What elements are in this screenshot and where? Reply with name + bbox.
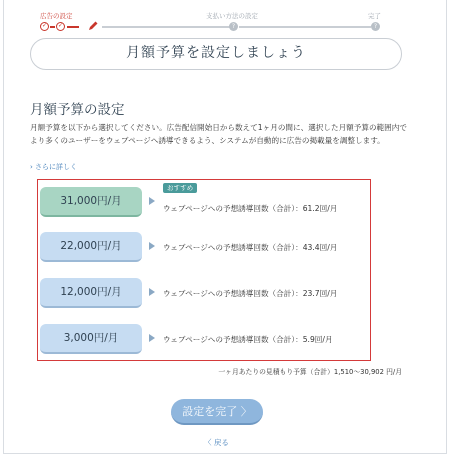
plan-forecast-text: ウェブページへの予想誘導回数（合計）：61.2回/月: [163, 204, 338, 213]
budget-plan-list: [37, 179, 371, 361]
step-connector: [102, 26, 230, 28]
plan-option: [38, 232, 370, 262]
step-connector: [67, 26, 79, 28]
section-description: 月額予算を以下から選択してください。広告配信開始日から数えて1ヶ月の間に、選択した月額予算の範囲内でより多くのユーザーをウェブページへ誘導できるよう、システムが自動的に広告の掲載量を調整します。: [30, 123, 407, 145]
plan-3000-button[interactable]: 3,000円/月: [40, 324, 142, 354]
plan-12000-button[interactable]: 12,000円/月: [40, 278, 142, 308]
learn-more-label: さらに詳しく: [35, 163, 78, 171]
learn-more-link[interactable]: [30, 162, 77, 172]
triangle-right-icon: [149, 334, 155, 342]
back-link[interactable]: 〈 戻る: [204, 438, 229, 447]
pencil-icon: [87, 20, 99, 32]
step-connector: [239, 26, 371, 28]
plan-option: [38, 324, 370, 354]
step-connector: [50, 26, 55, 28]
section-title: 月額予算の設定: [30, 102, 125, 118]
step-pending-icon: ?: [229, 22, 238, 31]
budget-estimate: 一ヶ月あたりの見積もり予算（合計）1,510〜30,902 円/月: [218, 368, 402, 376]
recommended-badge: おすすめ: [163, 183, 197, 193]
step-pending-icon: ?: [371, 22, 380, 31]
plan-31000-button[interactable]: 31,000円/月: [40, 187, 142, 217]
step-label-ad-settings: 広告の設定: [40, 12, 73, 20]
triangle-right-icon: [149, 242, 155, 250]
plan-forecast-text: ウェブページへの予想誘導回数（合計）：5.9回/月: [163, 335, 333, 344]
chevron-right-icon: ›: [30, 163, 33, 171]
plan-forecast-text: ウェブページへの予想誘導回数（合計）：23.7回/月: [163, 289, 338, 298]
triangle-right-icon: [149, 288, 155, 296]
finish-settings-button[interactable]: 設定を完了 〉: [171, 399, 263, 425]
progress-stepper: [40, 22, 380, 32]
step-label-payment-settings: 支払い方法の設定: [206, 12, 258, 20]
step-label-complete: 完了: [368, 12, 381, 20]
step-check-icon: ✓: [41, 22, 48, 29]
plan-22000-button[interactable]: 22,000円/月: [40, 232, 142, 262]
page-title: 月額予算を設定しましょう: [30, 38, 402, 70]
plan-option: [38, 184, 370, 217]
plan-option: [38, 278, 370, 308]
step-check-icon: ✓: [57, 22, 64, 29]
plan-forecast-text: ウェブページへの予想誘導回数（合計）：43.4回/月: [163, 243, 338, 252]
triangle-right-icon: [149, 197, 155, 205]
